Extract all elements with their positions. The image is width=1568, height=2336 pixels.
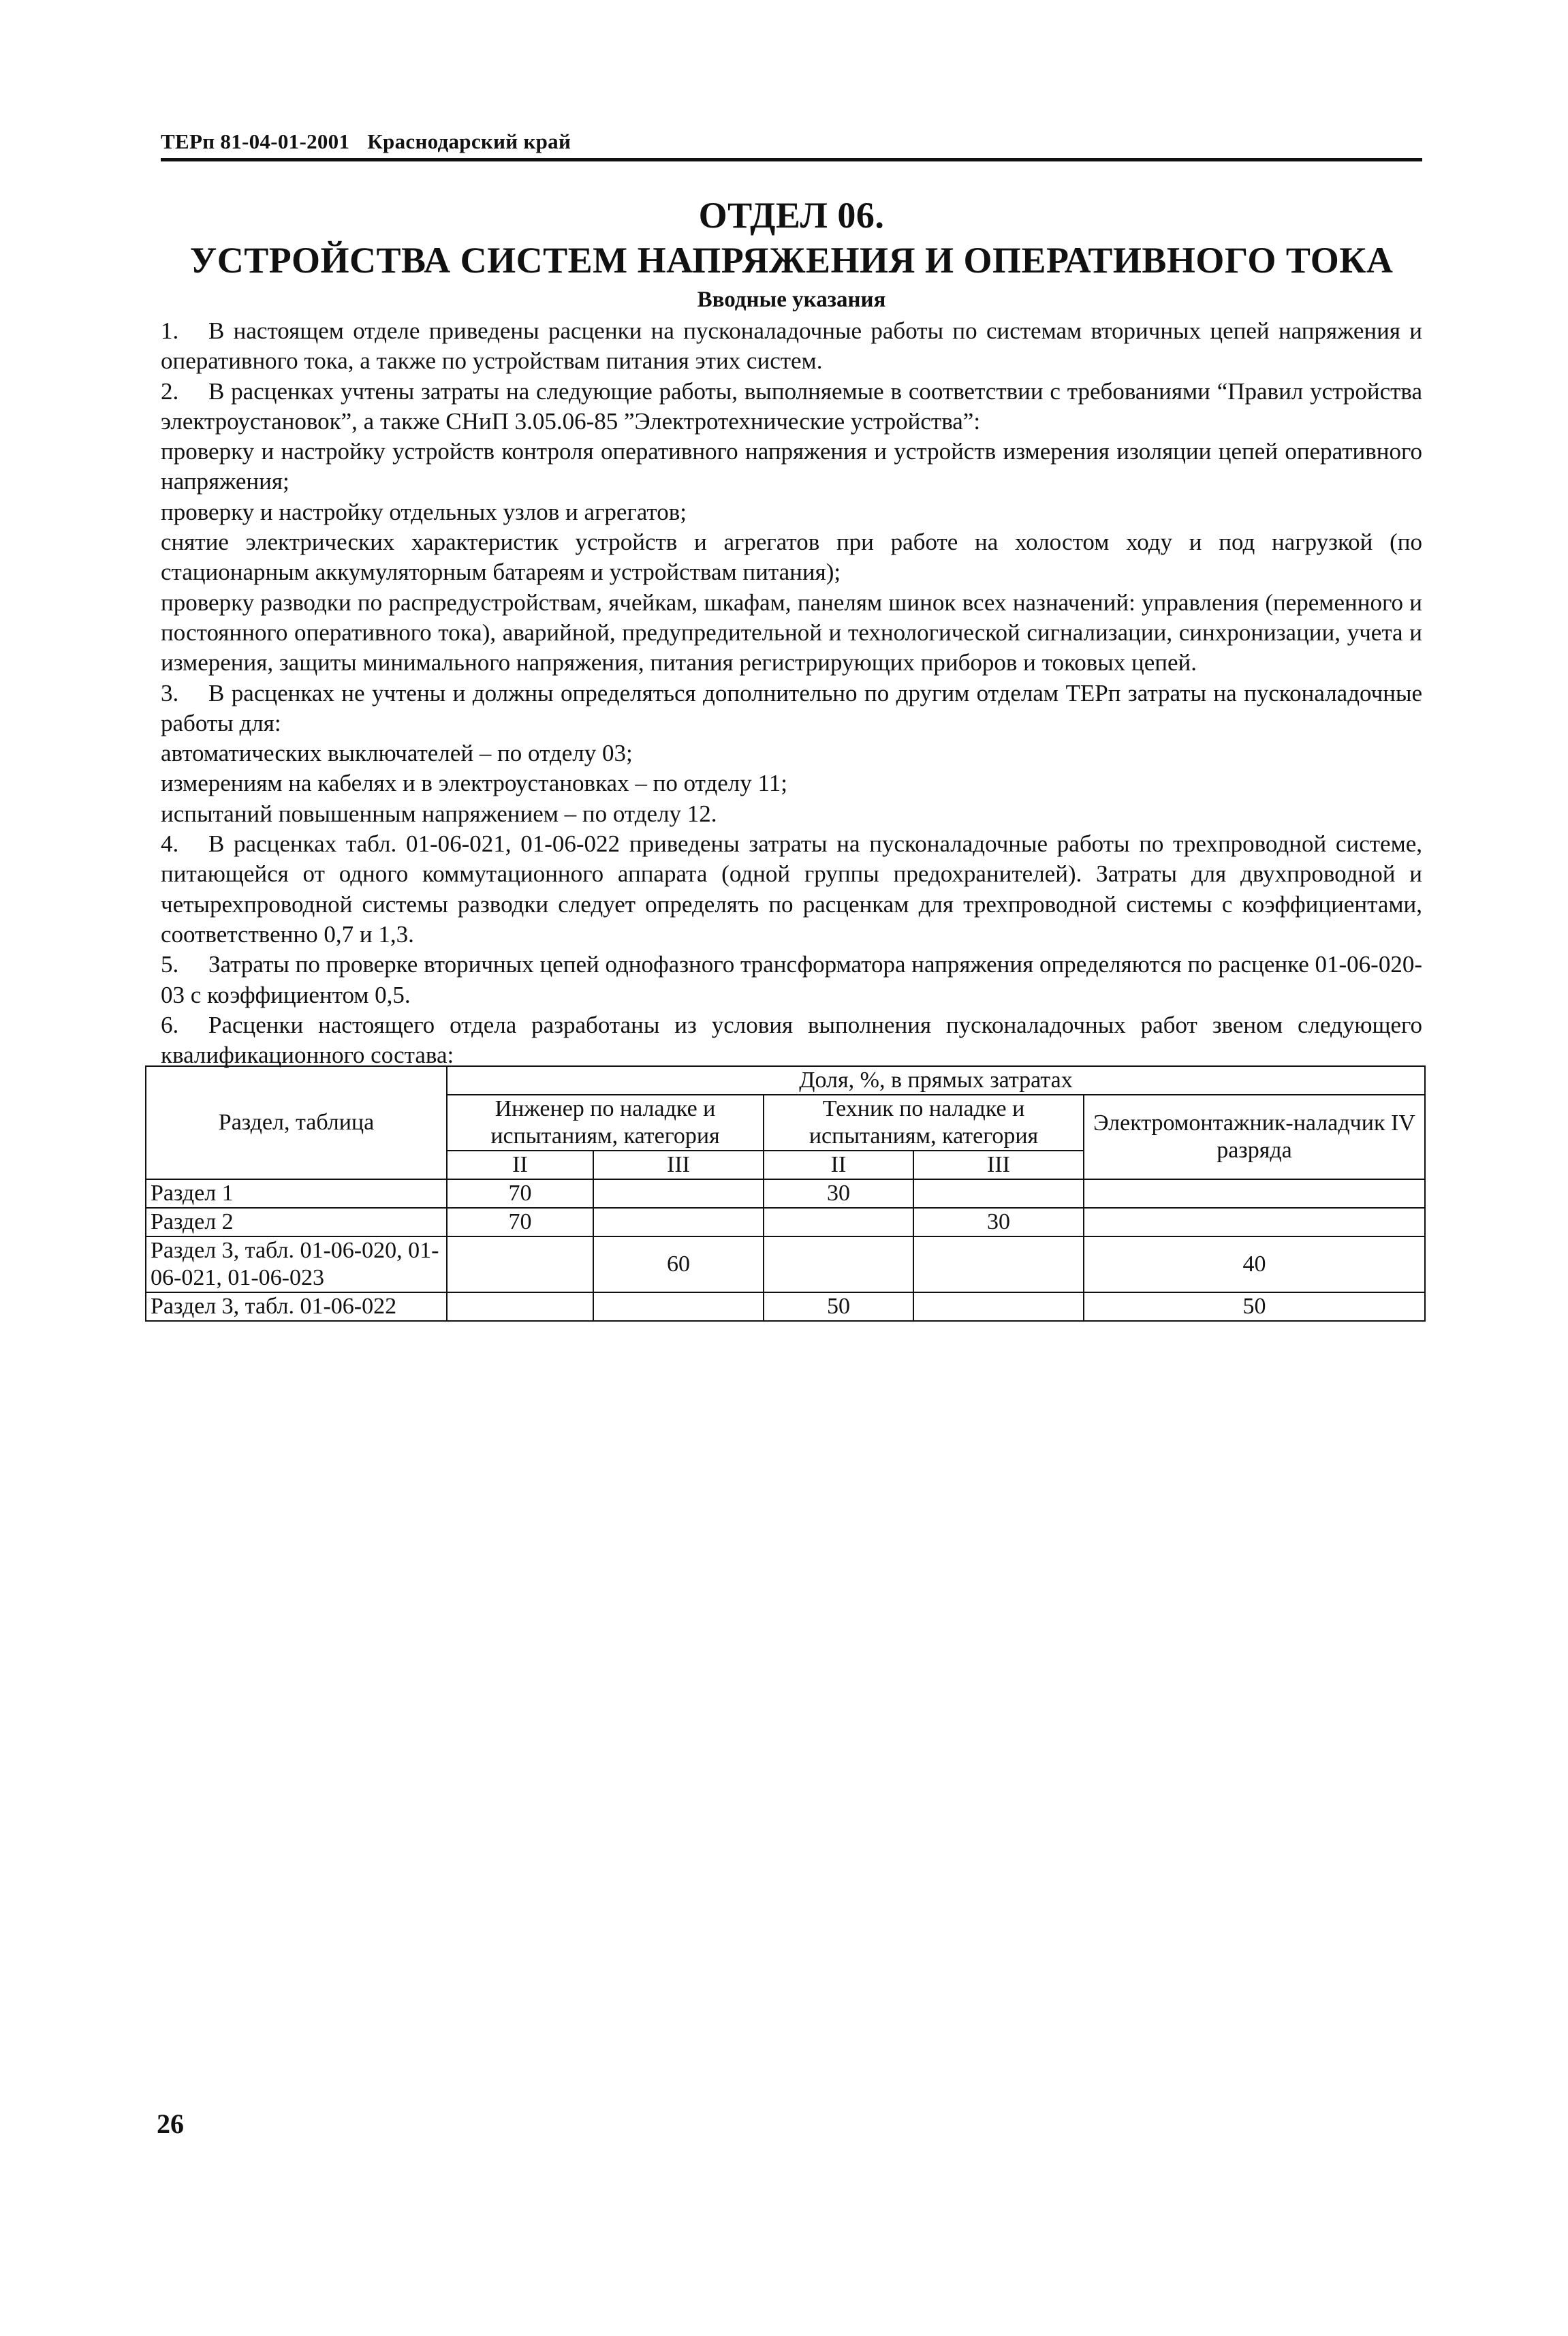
engineer-category-ii: II: [447, 1151, 593, 1179]
row-label: Раздел 3, табл. 01-06-020, 01-06-021, 01-06-023: [146, 1236, 447, 1292]
paragraph-text: В расценках табл. 01-06-021, 01-06-022 приведены затраты на пусконаладочные работы по трехпроводной системе, питающейся от одного коммутационного аппарата (одной группы предохранителей). Затраты для двухпроводной и четырехпроводной системы разводки следует определять по расценкам для трехпроводной системы с коэффициентами, соответственно 0,7 и 1,3.: [161, 830, 1422, 948]
table-row: [146, 1292, 1425, 1321]
paragraph: [161, 950, 1422, 1010]
cell-electrician: [1084, 1179, 1425, 1208]
paragraph-number: 3.: [161, 679, 179, 706]
paragraph: [161, 738, 1422, 768]
paragraph-text: проверку разводки по распредустройствам, ячейкам, шкафам, панелям шинок всех назначений: управления (переменного и постоянного оперативного тока), аварийной, предупредительной и технологической сигнализации, синхронизации, учета и измерения, защиты минимального напряжения, питания регистрирующих приборов и токовых цепей.: [161, 589, 1422, 676]
row-label: Раздел 3, табл. 01-06-022: [146, 1292, 447, 1321]
intro-heading: Вводные указания: [697, 287, 886, 312]
header-region: Краснодарский край: [367, 129, 571, 153]
cell-technician-ii: 30: [764, 1179, 913, 1208]
paragraph-text: Затраты по проверке вторичных цепей однофазного трансформатора напряжения определяются по расценке 01-06-020-03 с коэффициентом 0,5.: [161, 951, 1422, 1008]
cell-technician-ii: [764, 1208, 913, 1236]
engineer-category-iii: III: [593, 1151, 764, 1179]
cell-engineer-ii: 70: [447, 1179, 593, 1208]
staff-share-table: [145, 1065, 1426, 1322]
page-number: 26: [157, 2108, 184, 2139]
share-header: Доля, %, в прямых затратах: [447, 1066, 1425, 1095]
cell-technician-ii: 50: [764, 1292, 913, 1321]
paragraph-number: 6.: [161, 1011, 179, 1038]
table-row: [146, 1208, 1425, 1236]
technician-category-iii: III: [913, 1151, 1084, 1179]
paragraph: [161, 437, 1422, 497]
paragraph-text: измерениям на кабелях и в электроустановках – по отделу 11;: [161, 770, 787, 797]
cell-engineer-ii: [447, 1292, 593, 1321]
header-doc-code: ТЕРп 81-04-01-2001: [161, 129, 350, 153]
paragraph-text: снятие электрических характеристик устройств и агрегатов при работе на холостом ходу и под нагрузкой (по стационарным аккумуляторным батареям и устройствам питания);: [161, 529, 1422, 586]
electrician-header: Электромонтажник-наладчик IV разряда: [1084, 1095, 1425, 1179]
section-number: ОТДЕЛ 06.: [698, 195, 885, 236]
cell-technician-iii: [913, 1179, 1084, 1208]
engineer-header: Инженер по наладке и испытаниям, категория: [447, 1095, 764, 1151]
paragraph-text: испытаний повышенным напряжением – по отделу 12.: [161, 800, 717, 827]
paragraph: [161, 588, 1422, 679]
cell-engineer-ii: [447, 1236, 593, 1292]
row-label: Раздел 1: [146, 1179, 447, 1208]
paragraph-text: В расценках учтены затраты на следующие работы, выполняемые в соответствии с требованиями “Правил устройства электроустановок”, а также СНиП 3.05.06-85 ”Электротехнические устройства”:: [161, 377, 1422, 435]
cell-engineer-iii: 60: [593, 1236, 764, 1292]
cell-electrician: 50: [1084, 1292, 1425, 1321]
paragraph: [161, 799, 1422, 829]
running-header: [161, 129, 1422, 161]
cell-technician-iii: [913, 1236, 1084, 1292]
paragraph: [161, 829, 1422, 950]
cell-electrician: [1084, 1208, 1425, 1236]
row-label: Раздел 2: [146, 1208, 447, 1236]
paragraph: [161, 527, 1422, 588]
cell-electrician: 40: [1084, 1236, 1425, 1292]
paragraph: [161, 768, 1422, 798]
paragraph-text: автоматических выключателей – по отделу 03;: [161, 740, 633, 767]
cell-technician-ii: [764, 1236, 913, 1292]
paragraph-text: Расценки настоящего отдела разработаны из условия выполнения пусконаладочных работ звеном следующего квалификационного состава:: [161, 1011, 1422, 1069]
cell-engineer-iii: [593, 1179, 764, 1208]
cell-engineer-iii: [593, 1292, 764, 1321]
paragraph: [161, 1010, 1422, 1071]
paragraph-text: проверку и настройку устройств контроля оперативного напряжения и устройств измерения изоляции цепей оперативного напряжения;: [161, 438, 1422, 495]
paragraph: [161, 679, 1422, 739]
paragraph-number: 1.: [161, 317, 179, 344]
table-row: [146, 1236, 1425, 1292]
intro-text: [161, 316, 1422, 1070]
cell-engineer-ii: 70: [447, 1208, 593, 1236]
paragraph: [161, 497, 1422, 527]
cell-technician-iii: 30: [913, 1208, 1084, 1236]
paragraph-number: 4.: [161, 830, 179, 858]
cell-technician-iii: [913, 1292, 1084, 1321]
paragraph-number: 2.: [161, 377, 179, 405]
paragraph-text: проверку и настройку отдельных узлов и агрегатов;: [161, 498, 687, 525]
technician-header: Техник по наладке и испытаниям, категория: [764, 1095, 1084, 1151]
col-section-header: Раздел, таблица: [146, 1066, 447, 1179]
paragraph-text: В расценках не учтены и должны определяться дополнительно по другим отделам ТЕРп затраты на пусконаладочные работы для:: [161, 679, 1422, 736]
cell-engineer-iii: [593, 1208, 764, 1236]
technician-category-ii: II: [764, 1151, 913, 1179]
section-title: [161, 193, 1422, 283]
paragraph-number: 5.: [161, 951, 179, 978]
section-name: УСТРОЙСТВА СИСТЕМ НАПРЯЖЕНИЯ И ОПЕРАТИВНОГО ТОКА: [189, 240, 1394, 281]
paragraph: [161, 377, 1422, 437]
table-row: [146, 1179, 1425, 1208]
paragraph: [161, 316, 1422, 377]
paragraph-text: В настоящем отделе приведены расценки на пусконаладочные работы по системам вторичных цепей напряжения и оперативного тока, а также по устройствам питания этих систем.: [161, 317, 1422, 375]
